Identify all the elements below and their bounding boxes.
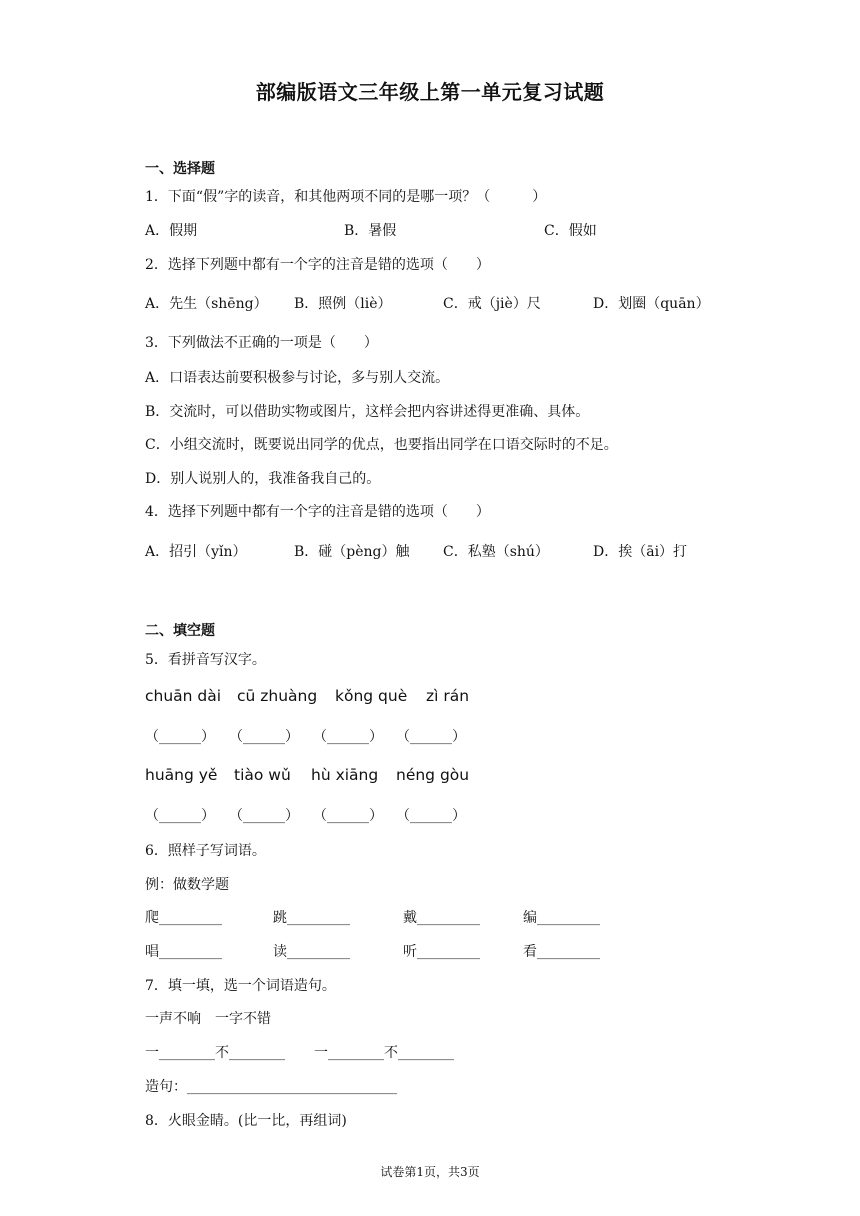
question-7-stem: 7．填一填，选一个词语造句。 xyxy=(145,978,336,994)
answer-blank[interactable]: （______） xyxy=(229,808,299,824)
answer-blank[interactable]: （______） xyxy=(145,808,215,824)
question-6-stem: 6．照样子写词语。 xyxy=(145,843,266,859)
answer-blank[interactable]: （______） xyxy=(396,729,466,745)
question-6-example: 例：做数学题 xyxy=(145,877,229,893)
word-fill-blank[interactable]: 跳_________ xyxy=(273,910,350,926)
question-4-option-b: B．碰（pèng）触 xyxy=(294,544,410,560)
question-3-option-b: B．交流时，可以借助实物或图片，这样会把内容讲述得更准确、具体。 xyxy=(145,404,590,420)
page-footer: 试卷第1页，共3页 xyxy=(380,1165,480,1179)
pinyin-word: néng gòu xyxy=(396,766,470,784)
word-fill-blank[interactable]: 看_________ xyxy=(523,944,600,960)
word-fill-blank[interactable]: 编_________ xyxy=(523,910,600,926)
pinyin-word: tiào wǔ xyxy=(234,766,291,784)
question-1-option-b: B．暑假 xyxy=(344,223,397,239)
question-2-stem: 2．选择下列题中都有一个字的注音是错的选项（ ） xyxy=(145,257,490,273)
word-fill-blank[interactable]: 唱_________ xyxy=(145,944,222,960)
answer-blank[interactable]: （______） xyxy=(313,729,383,745)
question-4-option-d: D．挨（āi）打 xyxy=(593,544,688,560)
question-4-stem: 4．选择下列题中都有一个字的注音是错的选项（ ） xyxy=(145,504,490,520)
question-3-option-d: D．别人说别人的，我准备我自己的。 xyxy=(145,471,381,487)
answer-blank[interactable]: （______） xyxy=(145,729,215,745)
answer-blank[interactable]: （______） xyxy=(396,808,466,824)
section-heading-choice: 一、选择题 xyxy=(145,161,215,177)
question-1-option-a: A．假期 xyxy=(145,223,198,239)
page-title: 部编版语文三年级上第一单元复习试题 xyxy=(255,80,605,104)
word-fill-blank[interactable]: 戴_________ xyxy=(403,910,480,926)
question-3-stem: 3．下列做法不正确的一项是（ ） xyxy=(145,335,378,351)
question-1-stem: 1．下面“假”字的读音，和其他两项不同的是哪一项？（ ） xyxy=(145,189,547,205)
question-3-option-c: C．小组交流时，既要说出同学的优点，也要指出同学在口语交际时的不足。 xyxy=(145,437,618,453)
question-2-option-c: C．戒（jiè）尺 xyxy=(443,296,541,312)
answer-blank[interactable]: （______） xyxy=(313,808,383,824)
question-2-option-d: D．划圈（quān） xyxy=(593,296,710,312)
question-1-option-c: C．假如 xyxy=(544,223,597,239)
pinyin-word: chuān dài xyxy=(145,687,222,705)
word-fill-blank[interactable]: 听_________ xyxy=(403,944,480,960)
question-8-stem: 8．火眼金睛。(比一比，再组词) xyxy=(145,1113,347,1129)
pinyin-word: huāng yě xyxy=(145,766,218,784)
idiom-fill-blank[interactable]: 一________不________ xyxy=(145,1045,285,1061)
word-fill-blank[interactable]: 读_________ xyxy=(273,944,350,960)
question-4-option-c: C．私塾（shú） xyxy=(443,544,549,560)
question-7-words: 一声不响 一字不错 xyxy=(145,1011,271,1027)
word-fill-blank[interactable]: 爬_________ xyxy=(145,910,222,926)
sentence-blank[interactable]: 造句：______________________________ xyxy=(145,1079,397,1095)
section-heading-fill: 二、填空题 xyxy=(145,623,215,639)
question-4-option-a: A．招引（yǐn） xyxy=(145,544,247,560)
pinyin-word: zì rán xyxy=(426,687,470,705)
question-5-stem: 5．看拼音写汉字。 xyxy=(145,652,266,668)
question-2-option-a: A．先生（shēng） xyxy=(145,296,268,312)
pinyin-word: kǒng què xyxy=(335,687,408,705)
question-3-option-a: A．口语表达前要积极参与讨论，多与别人交流。 xyxy=(145,370,450,386)
pinyin-word: cū zhuàng xyxy=(237,687,318,705)
idiom-fill-blank[interactable]: 一________不________ xyxy=(314,1045,454,1061)
pinyin-word: hù xiāng xyxy=(311,766,379,784)
answer-blank[interactable]: （______） xyxy=(229,729,299,745)
question-2-option-b: B．照例（liè） xyxy=(294,296,392,312)
